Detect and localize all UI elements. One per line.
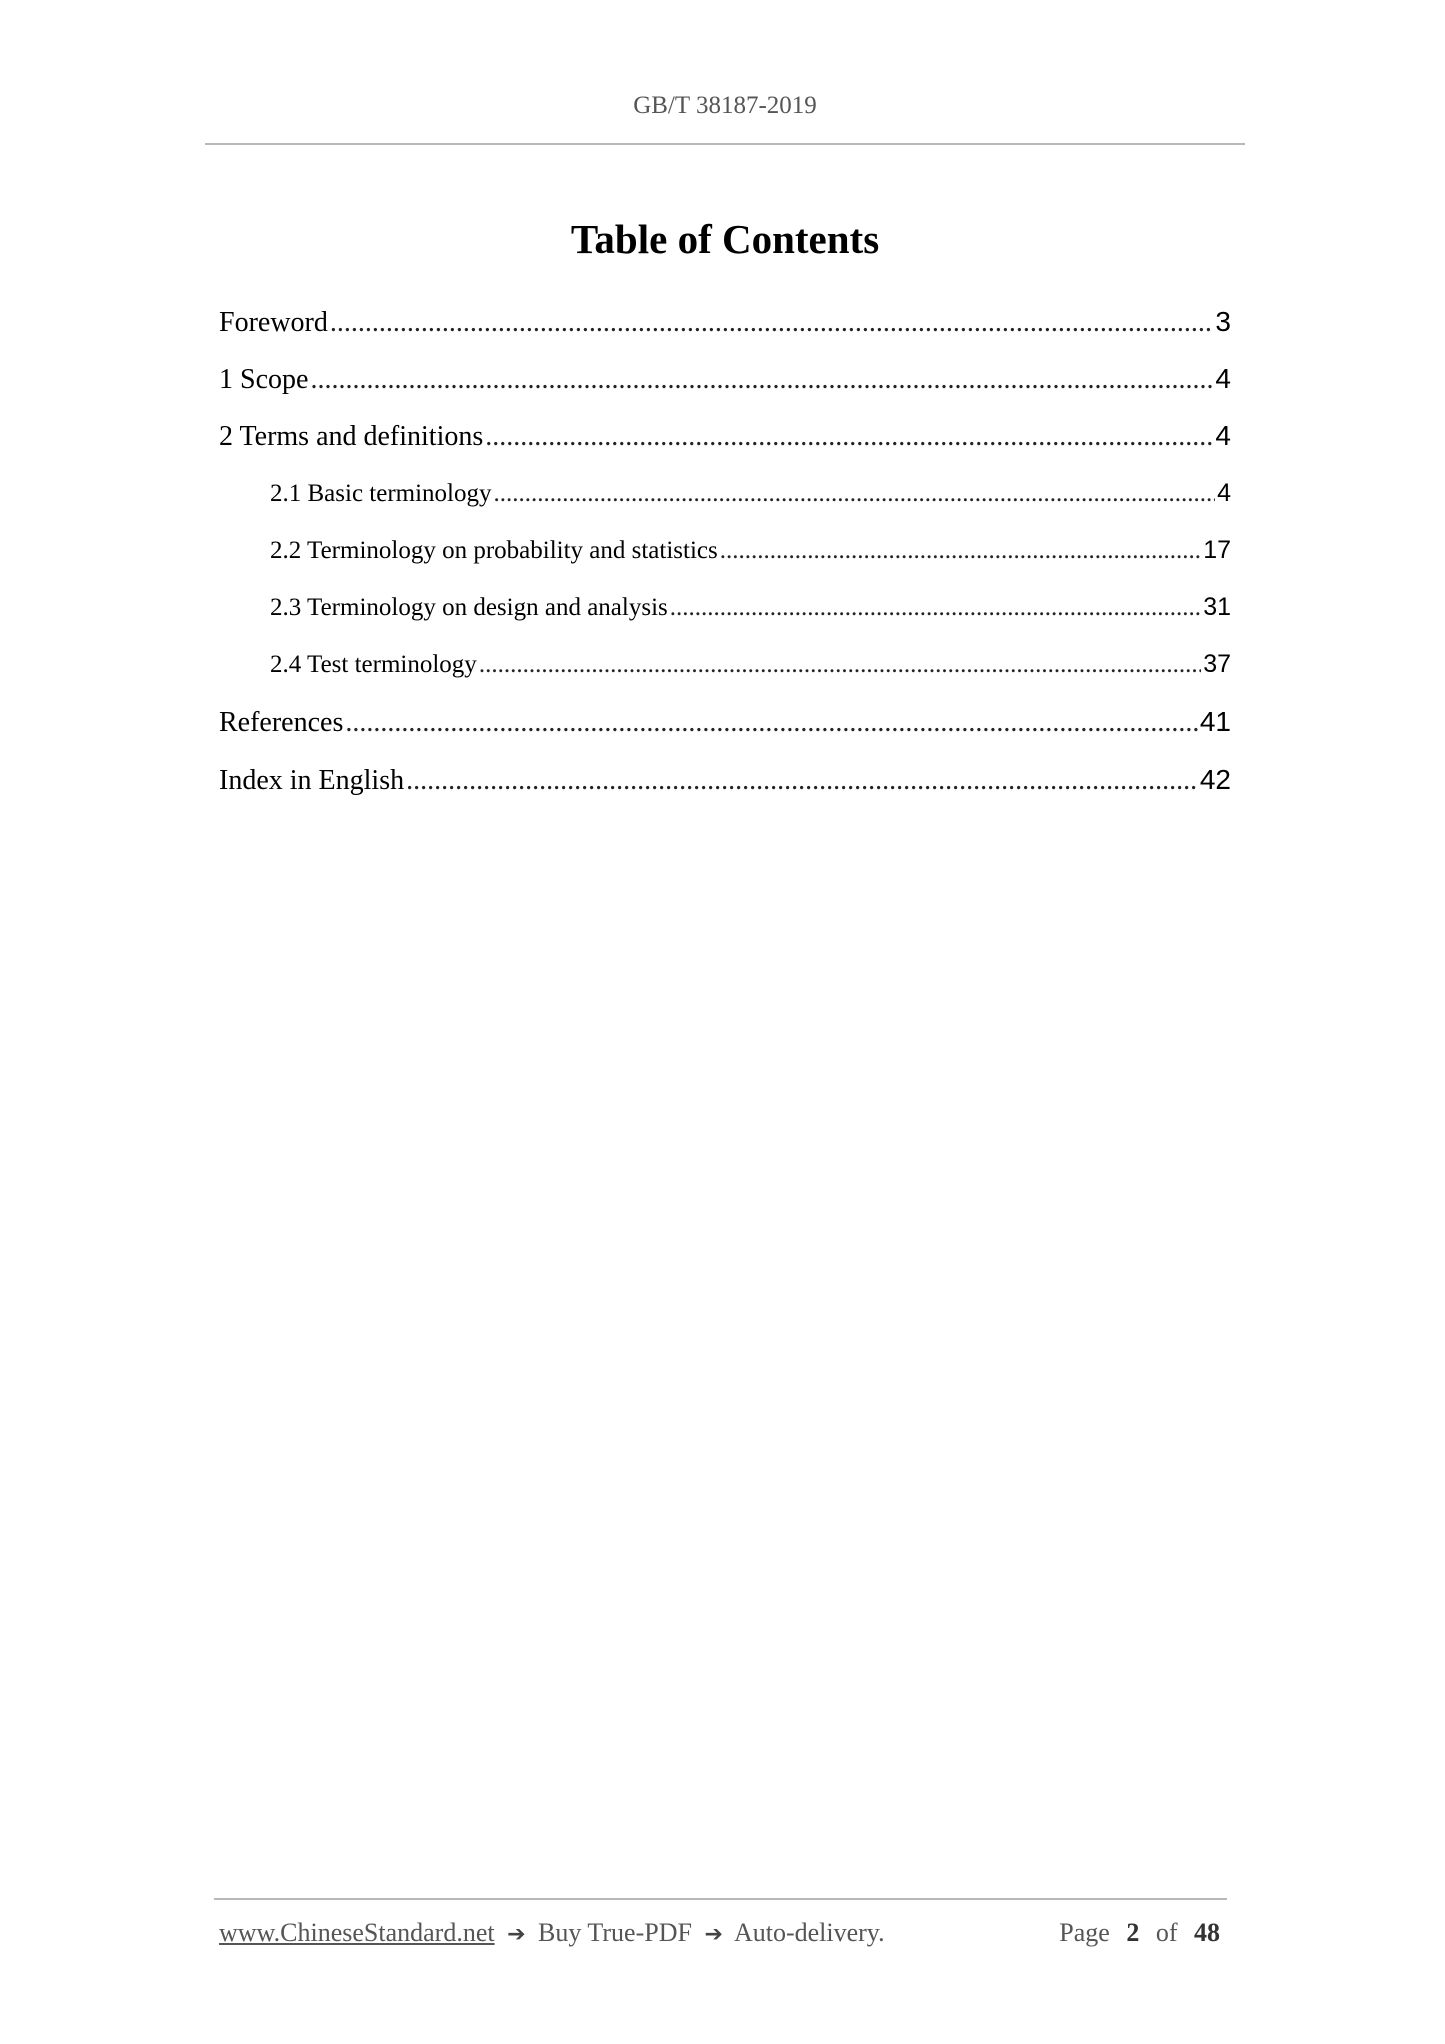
dot-leader xyxy=(670,579,1201,636)
of-word: of xyxy=(1155,1918,1178,1947)
toc-entry-page: 4 xyxy=(1215,420,1231,452)
right-arrow-icon: ➔ xyxy=(507,1922,526,1947)
toc-entry-references[interactable] xyxy=(219,693,1231,750)
dot-leader xyxy=(720,522,1201,579)
toc-entry-label: 2.4 Test terminology xyxy=(270,651,477,679)
footer-divider xyxy=(214,1898,1227,1900)
toc-entry-page: 31 xyxy=(1203,592,1231,621)
toc-entry-page: 17 xyxy=(1203,535,1231,564)
toc-entry-label: 2.3 Terminology on design and analysis xyxy=(270,593,668,621)
toc-title: Table of Contents xyxy=(570,216,880,263)
toc-entry-label: 1 Scope xyxy=(219,364,309,396)
toc-entry-page: 42 xyxy=(1199,763,1231,795)
dot-leader xyxy=(330,294,1214,351)
header-divider xyxy=(205,143,1245,145)
toc-entry-label: Index in English xyxy=(219,764,405,796)
dot-leader xyxy=(485,408,1213,465)
toc-entry-test-terminology[interactable] xyxy=(219,636,1231,693)
toc-entry-basic-terminology[interactable] xyxy=(219,465,1231,522)
toc-entry-page: 3 xyxy=(1215,306,1231,337)
toc-entry-label: 2.1 Basic terminology xyxy=(270,479,492,507)
right-arrow-icon: ➔ xyxy=(704,1922,723,1947)
toc-entry-foreword[interactable] xyxy=(219,293,1231,350)
website-link[interactable]: www.ChineseStandard.net xyxy=(219,1918,495,1947)
page-word: Page xyxy=(1059,1918,1110,1947)
dot-leader xyxy=(345,694,1197,751)
toc-entry-scope[interactable] xyxy=(219,350,1231,407)
footer-promo xyxy=(219,1918,885,1948)
toc-entry-label: 2.2 Terminology on probability and statistics xyxy=(270,536,718,564)
document-id-header: GB/T 38187-2019 xyxy=(633,92,817,119)
toc-entry-page: 41 xyxy=(1199,706,1231,738)
table-of-contents xyxy=(219,293,1231,808)
current-page-number: 2 xyxy=(1126,1918,1140,1947)
footer-step-delivery: Auto-delivery. xyxy=(733,1918,885,1947)
dot-leader xyxy=(494,465,1216,522)
toc-entry-label: References xyxy=(219,707,344,739)
toc-entry-probability-statistics[interactable] xyxy=(219,522,1231,579)
toc-entry-label: 2 Terms and definitions xyxy=(219,421,484,453)
toc-entry-design-analysis[interactable] xyxy=(219,579,1231,636)
toc-entry-page: 37 xyxy=(1203,650,1231,679)
toc-entry-page: 4 xyxy=(1217,478,1231,507)
dot-leader xyxy=(406,752,1198,809)
dot-leader xyxy=(310,351,1213,408)
dot-leader xyxy=(479,636,1201,693)
toc-entry-page: 4 xyxy=(1215,363,1231,395)
toc-entry-terms-and-definitions[interactable] xyxy=(219,407,1231,464)
total-pages-number: 48 xyxy=(1194,1918,1220,1947)
footer-step-buy: Buy True-PDF xyxy=(538,1918,692,1947)
page-indicator xyxy=(1059,1918,1220,1948)
toc-entry-index-in-english[interactable] xyxy=(219,751,1231,808)
toc-entry-label: Foreword xyxy=(219,307,328,338)
